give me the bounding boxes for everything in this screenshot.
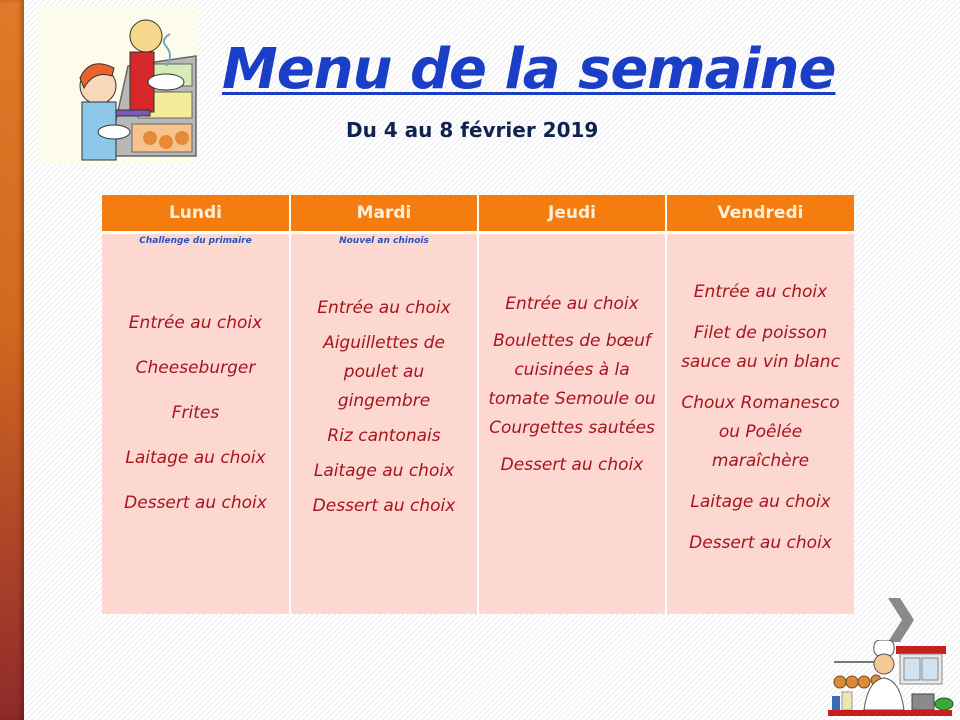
weekly-menu-table [102,195,854,614]
dish-item: Dessert au choix [500,455,644,475]
theme-note [479,236,665,248]
dish-item: Dessert au choix [689,533,832,553]
dish-list [479,290,665,488]
menu-cell-vendredi [666,233,854,615]
dish-item: Boulettes de bœuf cuisinées à la tomate Semoule ou Courgettes sautées [488,331,656,438]
dish-item: Entrée au choix [317,298,451,318]
column-header-vendredi: Vendredi [666,195,854,233]
table-row [102,233,854,615]
menu-cell-lundi [102,233,290,615]
table-header-row [102,195,854,233]
theme-note: Challenge du primaire [139,236,252,246]
chevron-right-icon[interactable] [886,598,916,642]
dish-list [102,309,289,534]
dish-item: Dessert au choix [312,496,456,516]
column-header-jeudi: Jeudi [478,195,666,233]
dish-item: Choux Romanesco ou Poêlée maraîchère [681,393,840,471]
theme-note [667,236,854,248]
dish-item: Frites [171,403,220,423]
page-title: Menu de la semaine [222,37,836,102]
dish-list [667,278,854,570]
dish-item: Dessert au choix [124,493,267,513]
dish-item: Laitage au choix [690,492,831,512]
column-header-lundi: Lundi [102,195,290,233]
cafeteria-kids-clipart [38,6,198,164]
dish-item: Entrée au choix [693,282,828,302]
menu-cell-jeudi [478,233,666,615]
chef-kitchen-clipart [826,640,954,718]
dish-item: Filet de poisson sauce au vin blanc [681,323,840,372]
dish-item: Entrée au choix [128,313,263,333]
theme-note: Nouvel an chinois [339,236,429,246]
dish-item: Laitage au choix [125,448,266,468]
dish-item: Laitage au choix [313,461,455,481]
decorative-side-bar [0,0,24,720]
dish-list [291,294,477,527]
column-header-mardi: Mardi [290,195,478,233]
dish-item: Entrée au choix [505,294,639,314]
date-range: Du 4 au 8 février 2019 [346,118,599,142]
menu-cell-mardi [290,233,478,615]
dish-item: Riz cantonais [327,426,441,446]
dish-item: Aiguillettes de poulet au gingembre [323,333,445,411]
dish-item: Cheeseburger [135,358,256,378]
